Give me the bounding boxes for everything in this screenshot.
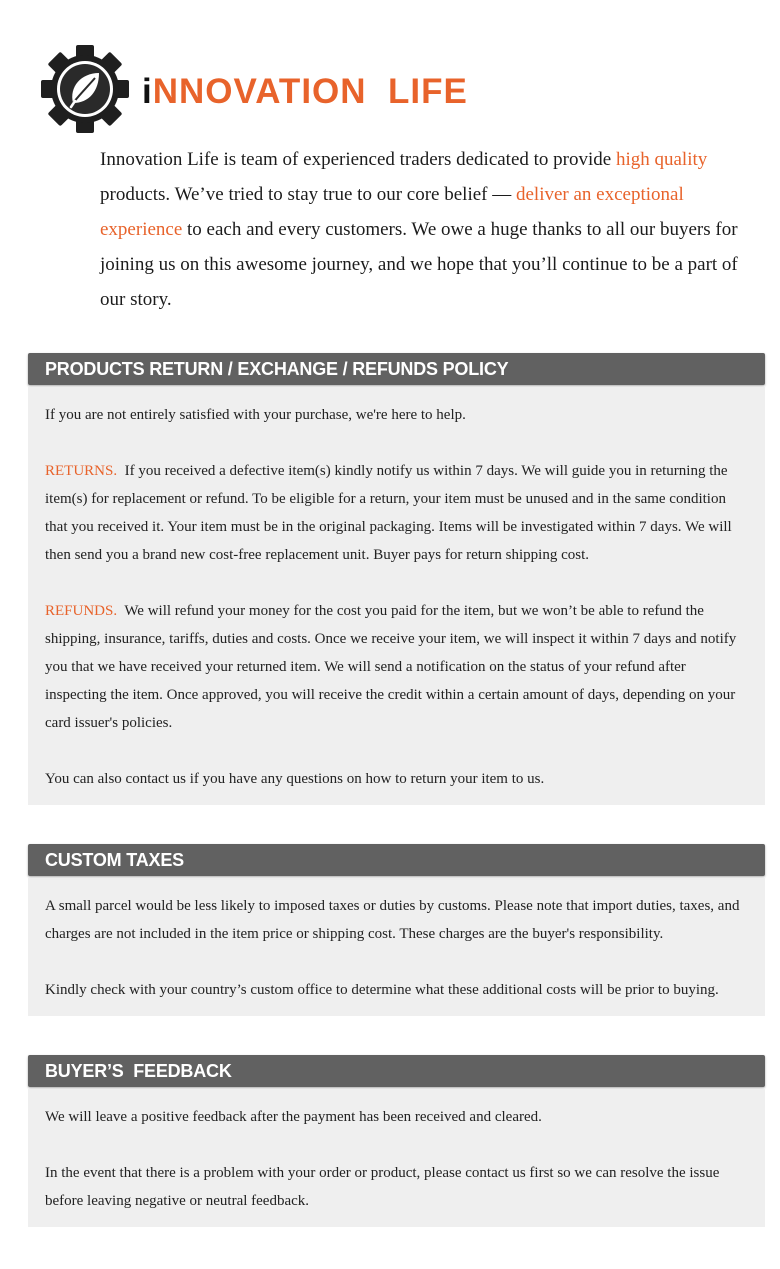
custom-taxes-section [28, 844, 765, 1016]
intro-text: products. We’ve tried to stay true to our core belief — [100, 184, 516, 205]
refunds-paragraph [45, 597, 748, 737]
brand-first-letter: i [142, 72, 153, 111]
buyer-feedback-section [28, 1055, 765, 1227]
brand-logo [40, 44, 130, 134]
intro-highlight-experience: deliver an exceptional experience [100, 184, 684, 240]
returns-closing-text: You can also contact us if you have any questions on how to return your item to us. [45, 771, 545, 787]
leaf-gear-icon [40, 44, 130, 134]
intro-text: Innovation Life is team of experienced traders dedicated to provide [100, 149, 616, 170]
returns-text: If you received a defective item(s) kindly notify us within 7 days. We will guide you in returning the item(s) for replacement or refund. To be eligible for a return, your item must be unused and in the same condition that you received it. Your item must be in the original packaging. Items will be investigated within 7 days. We will then send you a brand new cost-free replacement unit. Buyer pays for return shipping cost. [45, 463, 736, 563]
section-title: BUYER’S FEEDBACK [28, 1055, 765, 1087]
intro-paragraph [100, 142, 750, 317]
refunds-label: REFUNDS. [45, 603, 118, 619]
taxes-paragraph-2: Kindly check with your country’s custom office to determine what these additional costs will be prior to buying. [45, 982, 719, 998]
intro-text: to each and every customers. We owe a huge thanks to all our buyers for joining us on this awesome journey, and we hope that you’ll continue to be a part of our story. [100, 219, 738, 310]
feedback-paragraph-1: We will leave a positive feedback after the payment has been received and cleared. [45, 1109, 542, 1125]
intro-highlight-quality: high quality [615, 149, 708, 170]
section-title: CUSTOM TAXES [28, 844, 765, 876]
returns-policy-section [28, 353, 765, 805]
brand-name-rest: NNOVATION LIFE [152, 72, 468, 111]
brand-name [142, 70, 468, 114]
returns-opening-text: If you are not entirely satisfied with your purchase, we're here to help. [45, 407, 466, 423]
section-body [28, 1089, 765, 1227]
feedback-paragraph-2: In the event that there is a problem with your order or product, please contact us first so we can resolve the issue before leaving negative or neutral feedback. [45, 1165, 720, 1209]
section-body [28, 387, 765, 805]
section-body [28, 878, 765, 1016]
returns-label: RETURNS. [45, 463, 118, 479]
taxes-paragraph-1: A small parcel would be less likely to imposed taxes or duties by customs. Please note that import duties, taxes, and charges are not included in the item price or shipping cost. These charges are the buyer's responsibility. [45, 898, 740, 942]
section-title: PRODUCTS RETURN / EXCHANGE / REFUNDS POLICY [28, 353, 765, 385]
refunds-text: We will refund your money for the cost you paid for the item, but we won’t be able to refund the shipping, insurance, tariffs, duties and costs. Once we receive your item, we will inspect it within 7 days and notify you that we have received your returned item. We will send a notification on the status of your refund after inspecting the item. Once approved, you will receive the credit within a certain amount of days, depending on your card issuer's policies. [45, 603, 740, 731]
returns-paragraph [45, 457, 748, 569]
